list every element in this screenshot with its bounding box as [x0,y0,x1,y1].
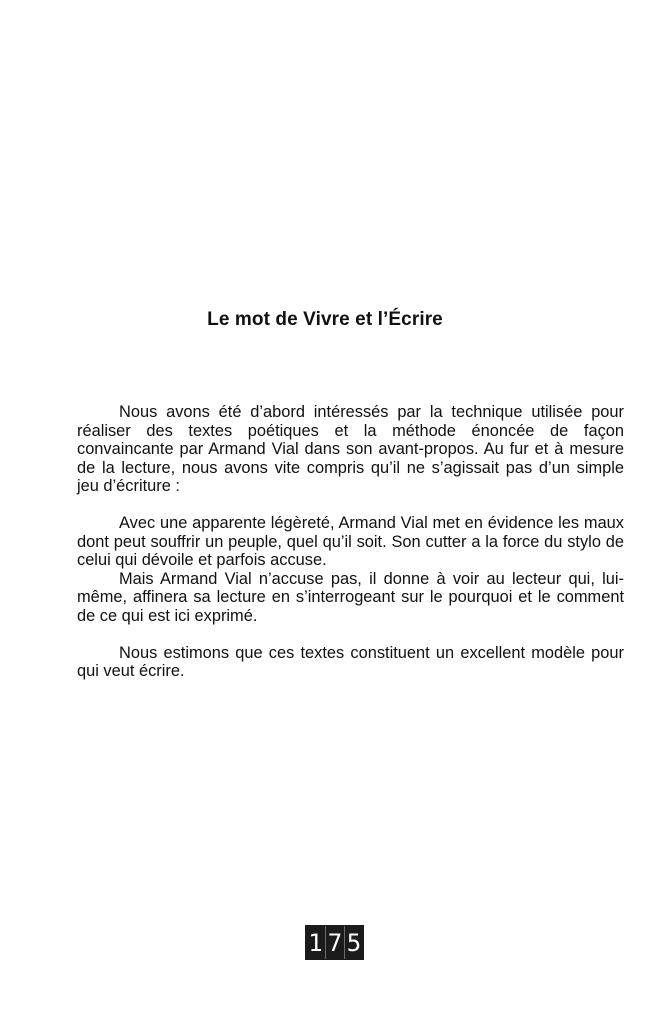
page-number-digit: 5 [344,926,363,959]
page-title: Le mot de Vivre et l’Écrire [207,309,443,330]
paragraph-intro: Nous avons été d’abord intéressés par la technique utilisée pour réaliser des textes poétiques et la méthode énoncée de façon convaincante par Armand Vial dans son avant-propos. Au fur et à mesure de la lecture, nous avons vite compris qu’il ne s’agissait pas d’un simple jeu d’écriture : [77,403,624,495]
page-number-digit: 1 [308,928,323,957]
body-text [77,403,624,681]
paragraph-legerete: Avec une apparente légèreté, Armand Vial met en évidence les maux dont peut souffrir un peuple, quel qu’il soit. Son cutter a la force du stylo de celui qui dévoile et parfois accuse. [77,514,624,569]
paragraph-conclusion: Nous estimons que ces textes constituent un excellent modèle pour qui veut écrire. [77,643,624,680]
paragraph-accuse: Mais Armand Vial n’accuse pas, il donne à voir au lecteur qui, lui-même, affinera sa lecture en s’interrogeant sur le pourquoi et le comment de ce qui est ici exprimé. [77,569,624,625]
page-number-digit: 7 [325,926,344,959]
page-number [305,925,364,960]
